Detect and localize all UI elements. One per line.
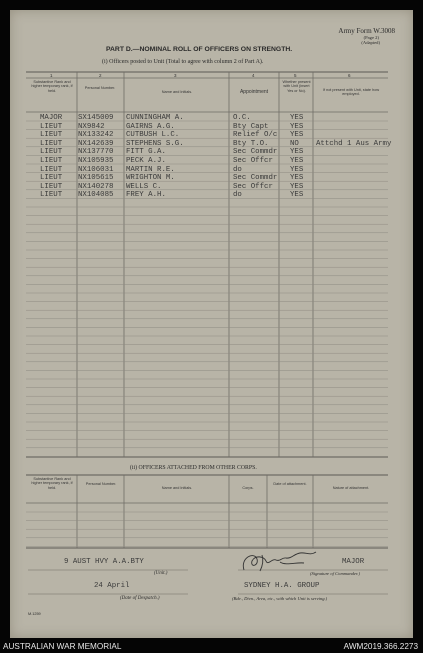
officer-appointment: do [233,165,242,174]
officer-remark: Attchd 1 Aus Army [316,139,392,148]
officer-rank: LIEUT [40,139,63,148]
officer-name: CUNNINGHAM A. [126,114,184,122]
officer-appointment: Sec Commdr [233,148,278,157]
part-ii-name-header: Name and Initials. [161,486,193,490]
col-num-1: 1 [50,73,53,78]
form-title: PART D.—NOMINAL ROLL OF OFFICERS ON STRENGTH. [106,46,293,53]
officer-rank: LIEUT [40,122,63,131]
header-rank: Substantive Rank and higher temporary rank, if held. [31,80,73,93]
form-sheet [10,10,413,638]
officer-rank: LIEUT [40,131,63,140]
header-absent: If not present with Unit, state how employed. [322,88,380,97]
form-number: Army Form W.3008 [338,27,395,35]
group-value: SYDNEY H.A. GROUP [244,582,320,590]
officer-present: YES [290,191,304,200]
col-num-2: 2 [99,73,102,78]
officer-appointment: Sec Commdr [233,174,278,183]
officer-present: YES [290,165,304,174]
form-subtitle: (i) Officers posted to Unit (Total to agree with column 2 of Part A). [102,59,264,65]
officer-present: YES [290,174,304,183]
officer-present: YES [290,131,304,140]
officer-rank: MAJOR [40,114,63,122]
officer-name: PECK A.J. [126,157,166,165]
commander-signature [243,552,316,571]
part-ii-title: (ii) OFFICERS ATTACHED FROM OTHER CORPS. [130,465,257,471]
officer-present: YES [290,114,304,122]
officer-name: FITT G.A. [126,148,166,157]
officer-number: NX9842 [78,122,105,131]
officer-rank: LIEUT [40,157,63,165]
officer-present: NO [290,139,299,148]
part-ii-date-header: Date of attachment. [273,482,307,486]
officer-appointment: Bty Capt [233,122,269,131]
officer-number: NX105615 [78,174,114,183]
officer-number: NX106031 [78,165,114,174]
officer-appointment: Sec Offcr [233,182,273,191]
officer-number: NX133242 [78,131,114,140]
adapted-note: (Adapted) [361,40,380,45]
officer-rank: LIEUT [40,148,63,157]
officer-number: NX140278 [78,182,114,191]
officer-number: NX137770 [78,148,114,157]
officer-present: YES [290,157,304,165]
col-num-4: 4 [252,73,255,78]
officer-number: SX145009 [78,114,114,122]
despatch-date-value: 24 April [94,582,130,590]
officer-appointment: Sec Offcr [233,157,273,165]
part-ii-corps-header: Corps. [242,486,254,490]
officer-rank: LIEUT [40,174,63,183]
col-num-3: 3 [174,73,177,78]
officer-rank: LIEUT [40,182,63,191]
despatch-date-label: (Date of Despatch.) [120,596,160,601]
group-label: (Bde., Divn., Area, etc., with which Unit is serving.) [232,596,328,601]
part-ii-nature-header: Nature of attachment. [332,486,370,490]
header-present: Whether present with Unit (insert Yes or No). [282,80,311,93]
officer-present: YES [290,148,304,157]
officer-name: MARTIN R.E. [126,165,175,174]
officer-appointment: O.C. [233,114,251,122]
footer-accession: AWM2019.366.2273 [343,642,418,651]
ruled-grid [10,10,413,638]
archive-footer [0,640,423,653]
officer-number: NX104085 [78,191,114,200]
officer-rank: LIEUT [40,191,63,200]
officer-appointment: Bty T.O. [233,139,269,148]
print-code: M.1259 [28,612,41,616]
col-num-5: 5 [294,73,297,78]
officer-present: YES [290,122,304,131]
officer-name: WRIGHTON M. [126,174,175,183]
col-num-6: 6 [348,73,351,78]
unit-label: (Unit.) [154,571,168,576]
officer-present: YES [290,182,304,191]
header-name: Name and Initials. [161,90,193,94]
officer-name: WELLS C. [126,182,162,191]
page-note: (Page 2) [363,35,379,40]
officer-rank: LIEUT [40,165,63,174]
officer-number: NX142639 [78,139,114,148]
part-ii-rank-header: Substantive Rank and higher temporary rank, if held. [31,477,73,490]
header-appointment: Appointment [239,89,269,95]
officer-name: STEPHENS S.G. [126,139,184,148]
commander-rank: MAJOR [342,558,365,566]
officer-name: GAIRNS A.G. [126,122,175,131]
officer-name: FREY A.H. [126,191,166,200]
officer-appointment: do [233,191,242,200]
signature-label: (Signature of Commander.) [310,571,360,576]
part-ii-number-header: Personal Number. [85,482,117,486]
officer-number: NX105935 [78,157,114,165]
header-personal-number: Personal Number. [84,86,116,90]
unit-value: 9 AUST HVY A.A.BTY [64,558,144,566]
officer-name: CUTBUSH L.C. [126,131,180,140]
footer-institution: AUSTRALIAN WAR MEMORIAL [3,642,122,651]
officer-appointment: Relief O/c [233,131,278,140]
